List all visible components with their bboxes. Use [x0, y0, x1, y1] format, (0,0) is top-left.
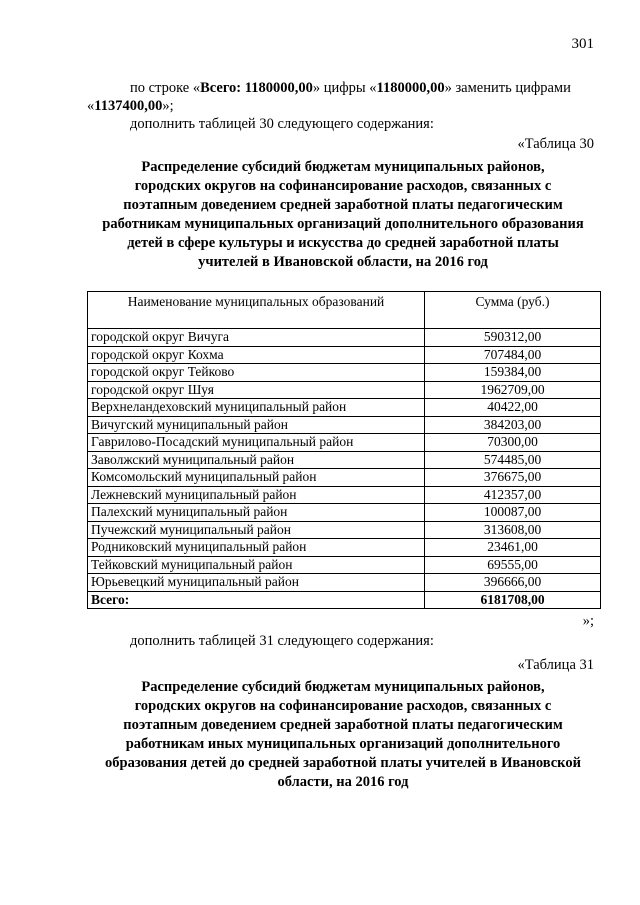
intro-line-1: [130, 79, 571, 97]
table31-label: «Таблица 31: [517, 657, 594, 673]
cell-name: Тейковский муниципальный район: [88, 556, 425, 574]
cell-name: Палехский муниципальный район: [88, 504, 425, 522]
cell-name: Лежневский муниципальный район: [88, 486, 425, 504]
table-row: [88, 521, 601, 539]
intro-text: «: [87, 98, 95, 114]
cell-sum: 574485,00: [425, 451, 601, 469]
table30-label: «Таблица 30: [517, 136, 594, 152]
intro-line-2: [87, 97, 174, 115]
after-line: дополнить таблицей 31 следующего содержания:: [130, 633, 434, 649]
intro-text: по строке «: [130, 80, 201, 96]
cell-sum: 100087,00: [425, 504, 601, 522]
intro-text: » цифры «: [312, 80, 377, 96]
table-row: [88, 381, 601, 399]
table-row: [88, 399, 601, 417]
cell-sum: 707484,00: [425, 346, 601, 364]
cell-name: Гаврилово-Посадский муниципальный район: [88, 434, 425, 452]
cell-sum: 40422,00: [425, 399, 601, 417]
table-header-row: [88, 292, 601, 329]
table-row: [88, 434, 601, 452]
cell-name: Пучежский муниципальный район: [88, 521, 425, 539]
title-line: области, на 2016 год: [277, 774, 409, 790]
cell-name: городской округ Тейково: [88, 364, 425, 382]
cell-sum: 69555,00: [425, 556, 601, 574]
subsidy-table-30: [87, 291, 601, 609]
cell-name: Верхнеландеховский муниципальный район: [88, 399, 425, 417]
header-name: Наименование муниципальных образований: [88, 292, 425, 329]
table-row: [88, 556, 601, 574]
title-line: учителей в Ивановской области, на 2016 год: [198, 254, 488, 270]
cell-name: Вичугский муниципальный район: [88, 416, 425, 434]
title-line: образования детей до средней заработной платы учителей в Ивановской: [105, 755, 581, 771]
cell-name: городской округ Вичуга: [88, 329, 425, 347]
table-row: [88, 504, 601, 522]
title-line: Распределение субсидий бюджетам муниципальных районов,: [141, 159, 545, 175]
table-row: [88, 416, 601, 434]
total-label: Всего:: [88, 591, 425, 609]
cell-sum: 376675,00: [425, 469, 601, 487]
header-sum: Сумма (руб.): [425, 292, 601, 329]
cell-sum: 384203,00: [425, 416, 601, 434]
table-row: [88, 451, 601, 469]
title-line: работникам муниципальных организаций дополнительного образования: [102, 216, 584, 232]
table30-title: [86, 158, 600, 272]
intro-text: »;: [162, 98, 174, 114]
cell-name: Родниковский муниципальный район: [88, 539, 425, 557]
title-line: работникам иных муниципальных организаций дополнительного: [125, 736, 561, 752]
title-line: детей в сфере культуры и искусства до средней заработной платы: [127, 235, 559, 251]
table30-closing: »;: [582, 613, 594, 629]
table-row: [88, 539, 601, 557]
table-total-row: [88, 591, 601, 609]
intro-text: » заменить цифрами: [444, 80, 571, 96]
cell-name: Юрьевецкий муниципальный район: [88, 574, 425, 592]
cell-sum: 70300,00: [425, 434, 601, 452]
table-row: [88, 469, 601, 487]
table-row: [88, 486, 601, 504]
table31-title: [86, 678, 600, 792]
intro-bold-new-value: 1137400,00: [94, 98, 163, 114]
total-sum: 6181708,00: [425, 591, 601, 609]
cell-sum: 1962709,00: [425, 381, 601, 399]
cell-sum: 23461,00: [425, 539, 601, 557]
table-row: [88, 574, 601, 592]
cell-sum: 159384,00: [425, 364, 601, 382]
cell-sum: 396666,00: [425, 574, 601, 592]
table-row: [88, 364, 601, 382]
title-line: Распределение субсидий бюджетам муниципальных районов,: [141, 679, 545, 695]
cell-sum: 590312,00: [425, 329, 601, 347]
cell-name: городской округ Шуя: [88, 381, 425, 399]
table-row: [88, 329, 601, 347]
title-line: поэтапным доведением средней заработной платы педагогическим: [123, 197, 563, 213]
cell-sum: 313608,00: [425, 521, 601, 539]
intro-bold-old-value: 1180000,00: [376, 80, 445, 96]
intro-line-3: дополнить таблицей 30 следующего содержания:: [130, 116, 434, 132]
title-line: городских округов на софинансирование расходов, связанных с: [134, 698, 552, 714]
title-line: городских округов на софинансирование расходов, связанных с: [134, 178, 552, 194]
cell-name: Комсомольский муниципальный район: [88, 469, 425, 487]
title-line: поэтапным доведением средней заработной платы педагогическим: [123, 717, 563, 733]
intro-bold-total: Всего: 1180000,00: [200, 80, 313, 96]
page-number: 301: [571, 36, 594, 52]
table-row: [88, 346, 601, 364]
cell-name: Заволжский муниципальный район: [88, 451, 425, 469]
cell-name: городской округ Кохма: [88, 346, 425, 364]
cell-sum: 412357,00: [425, 486, 601, 504]
